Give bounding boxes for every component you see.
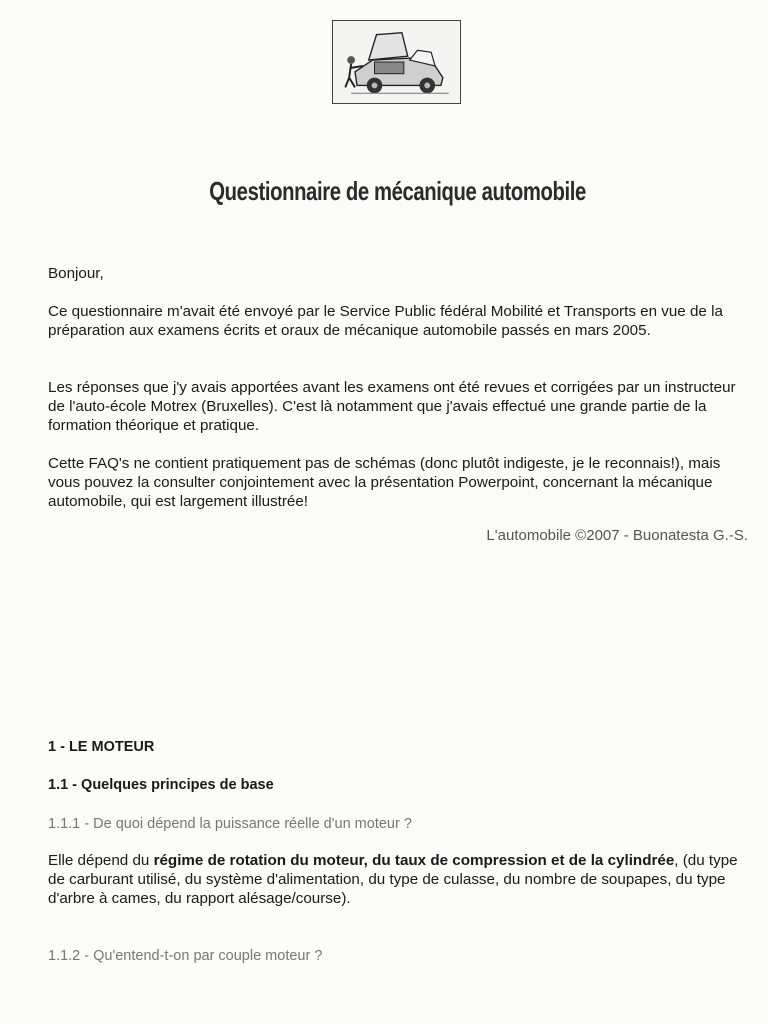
logo-frame bbox=[332, 20, 461, 104]
page-title: Questionnaire de mécanique automobile bbox=[209, 176, 586, 206]
intro-paragraph-2: Les réponses que j'y avais apportées avant les examens ont été revues et corrigées par un instructeur de l'auto-école Motrex (Bruxelles). C'est là notamment que j'avais effectué une grande partie de la formation théorique et pratique. bbox=[48, 379, 736, 434]
question-number: 1.1.2 bbox=[48, 948, 81, 964]
question-1-1-2 bbox=[48, 948, 322, 964]
subsection-heading: 1.1 - Quelques principes de base bbox=[48, 777, 274, 793]
answer-lead: Elle dépend du bbox=[48, 852, 154, 869]
answer-bold: régime de rotation du moteur, du taux de compression et de la cylindrée bbox=[153, 852, 675, 869]
answer-1-1-1 bbox=[48, 851, 738, 908]
answer-rest: , (du type de carburant utilisé, du système d'alimentation, du type de culasse, du nombre de soupapes, du type d'arbre à cames, du rapport alésage/course). bbox=[48, 852, 738, 907]
question-number: 1.1.1 bbox=[48, 816, 81, 832]
question-text: - De quoi dépend la puissance réelle d'un moteur ? bbox=[80, 816, 412, 832]
signature: L'automobile ©2007 - Buonatesta G.-S. bbox=[486, 527, 748, 544]
intro-paragraph-3: Cette FAQ's ne contient pratiquement pas de schémas (donc plutôt indigeste, je le reconnais!), mais vous pouvez la consulter conjointement avec la présentation Powerpoint, concernant la mécanique automobile, qui est largement illustrée! bbox=[48, 455, 721, 510]
question-1-1-1 bbox=[48, 816, 412, 832]
section-heading: 1 - LE MOTEUR bbox=[48, 739, 155, 755]
greeting: Bonjour, bbox=[48, 265, 104, 282]
question-text: - Qu'entend-t-on par couple moteur ? bbox=[80, 948, 323, 964]
intro-paragraph-1: Ce questionnaire m'avait été envoyé par le Service Public fédéral Mobilité et Transports en vue de la préparation aux examens écrits et oraux de mécanique automobile passés en mars 2005. bbox=[48, 303, 723, 339]
car-repair-icon bbox=[333, 21, 460, 103]
